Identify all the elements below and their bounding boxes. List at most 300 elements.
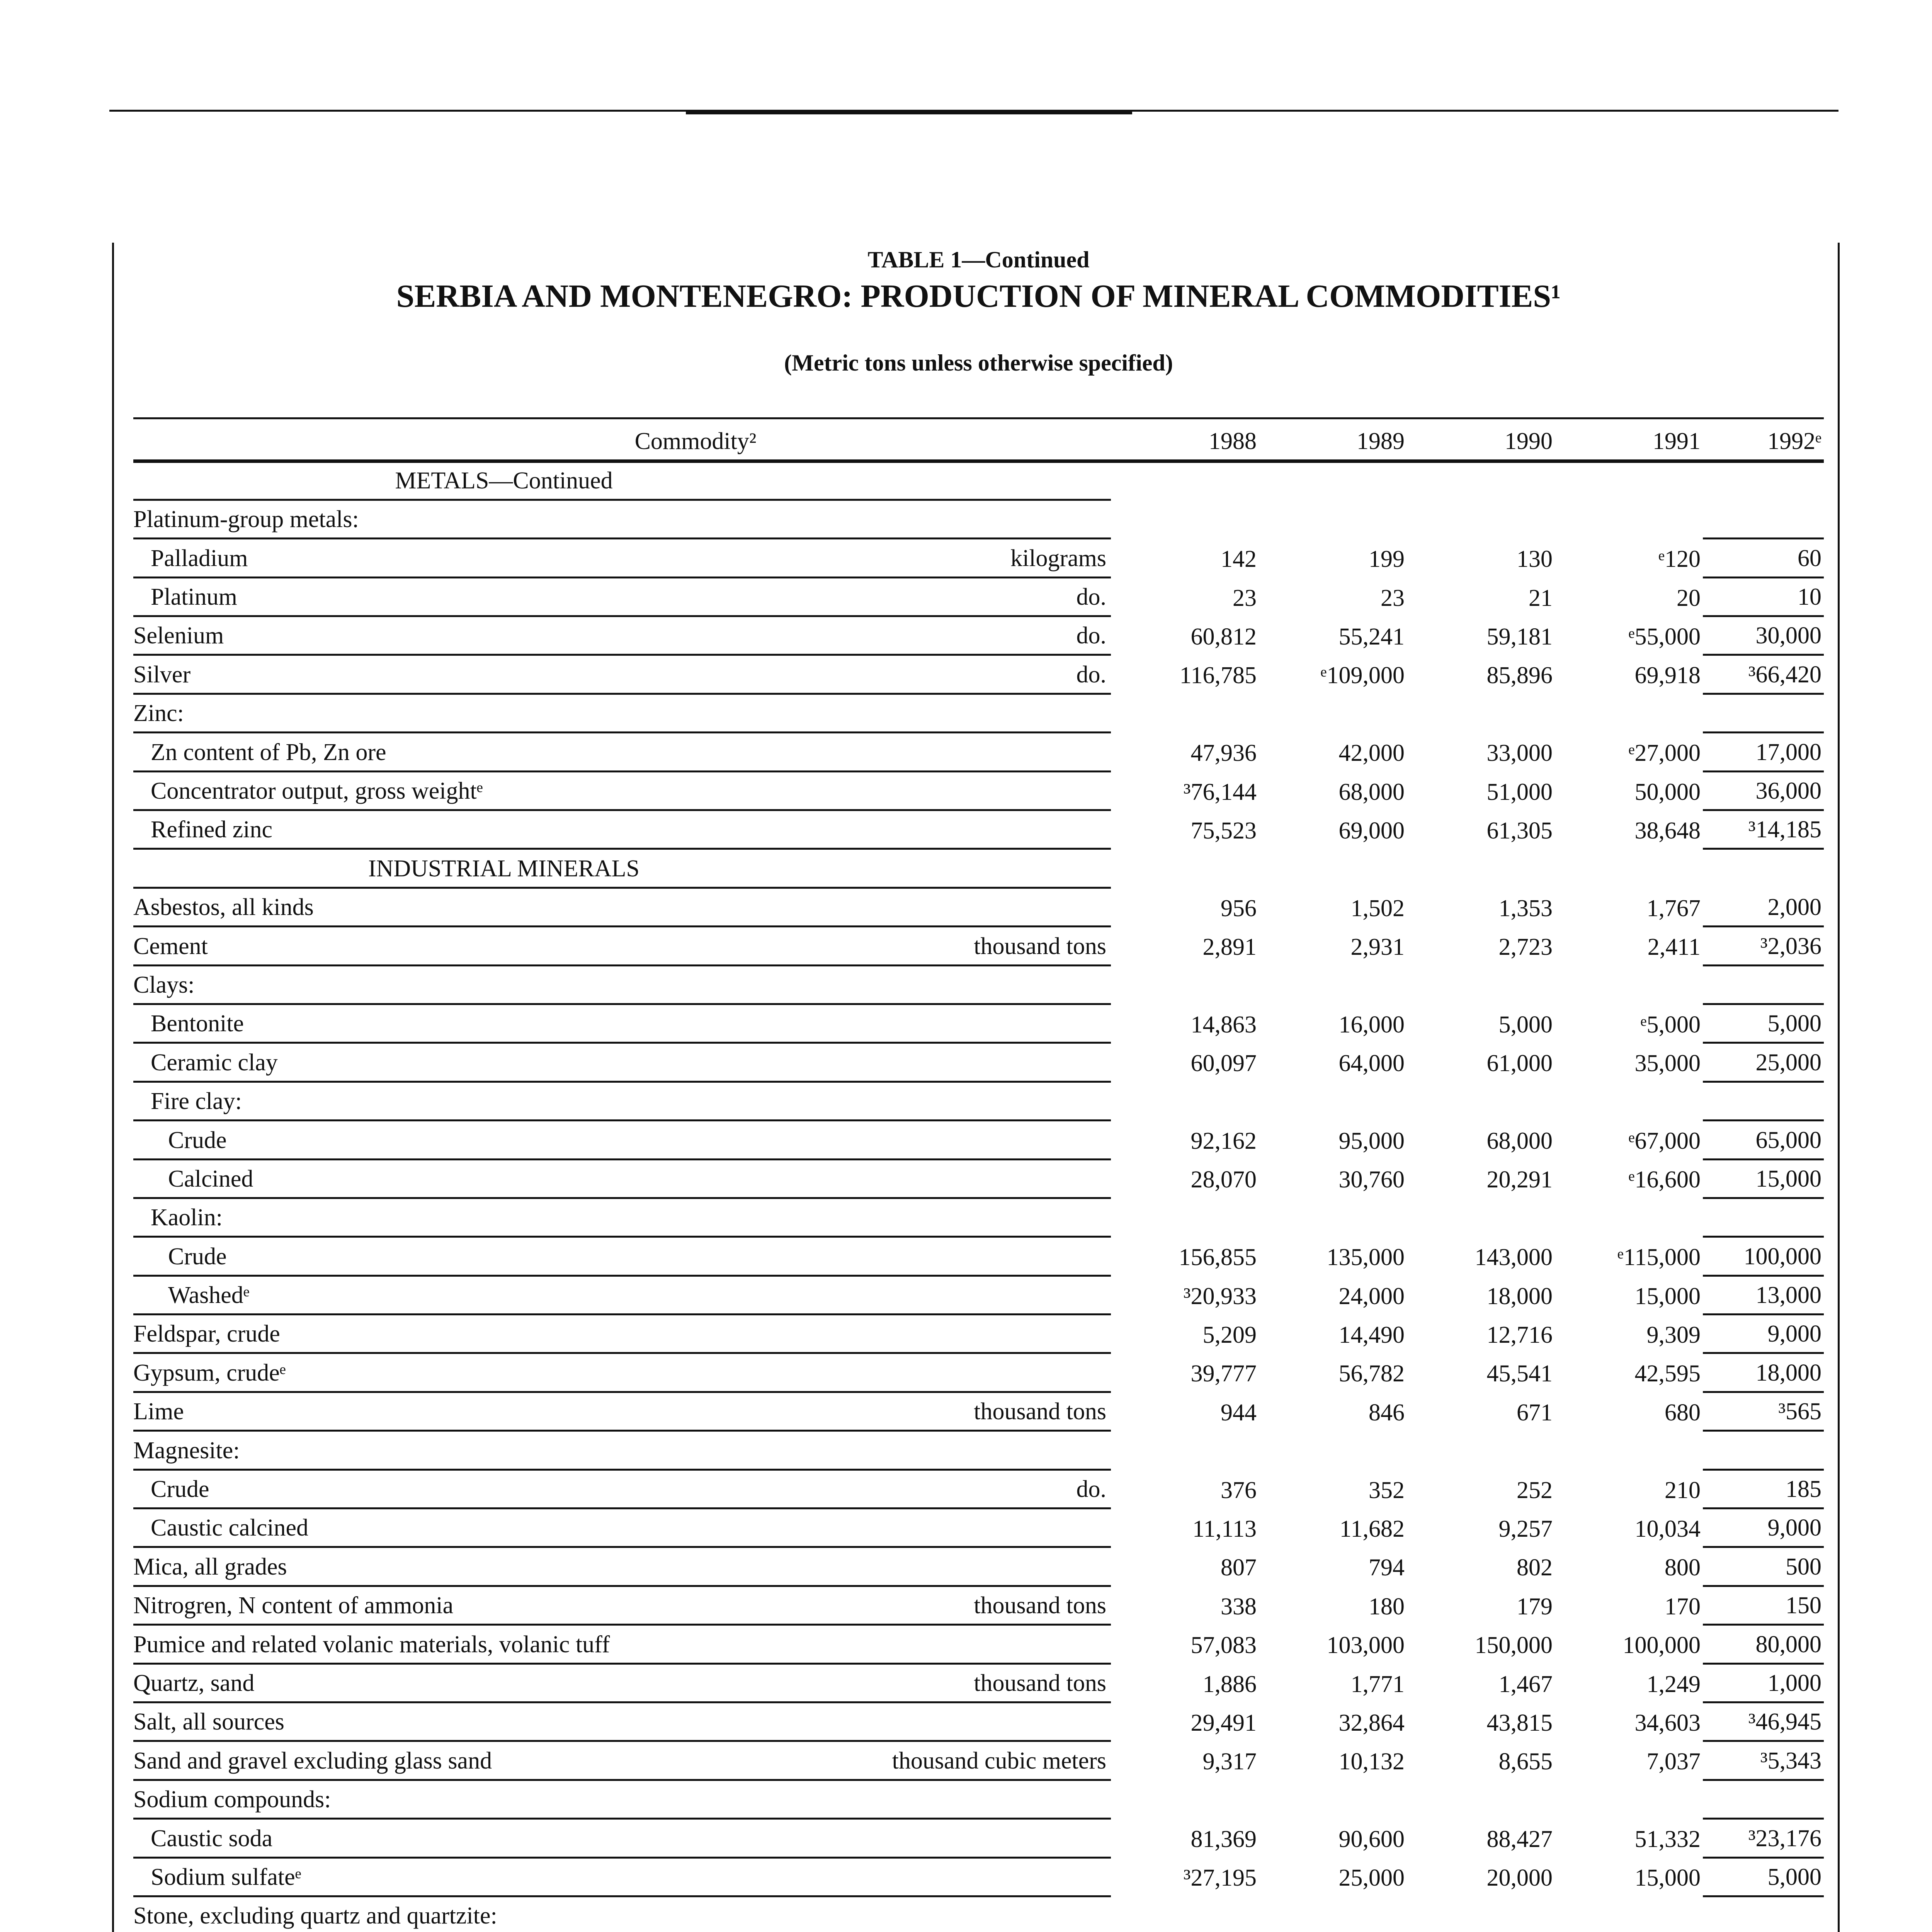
commodity-name: Sodium sulfateᵉ	[151, 1864, 301, 1890]
value-cell	[1407, 1198, 1555, 1236]
value-cell: 29,491	[1190, 1709, 1257, 1736]
value-cell: 60	[1703, 539, 1824, 577]
value-cell: 8,655	[1498, 1748, 1553, 1775]
unit-label: kilograms	[1010, 545, 1106, 571]
value-cell: 14,490	[1338, 1321, 1405, 1348]
value-cell: 17,000	[1703, 733, 1824, 771]
value-cell: 9,317	[1202, 1748, 1257, 1775]
table-row	[133, 1780, 1824, 1818]
value-cell: 75,523	[1190, 817, 1257, 844]
value-cell	[1407, 461, 1555, 500]
value-cell: 43,815	[1486, 1709, 1553, 1736]
value-cell: 13,000	[1703, 1276, 1824, 1314]
table-row	[133, 1857, 1824, 1896]
value-cell	[1111, 1431, 1259, 1469]
value-cell: 150,000	[1475, 1632, 1553, 1659]
column-header-year: 1989	[1259, 419, 1407, 461]
value-cell: 51,332	[1634, 1826, 1701, 1853]
table-row	[133, 1004, 1824, 1043]
value-cell: 2,891	[1202, 934, 1257, 961]
commodity-cell	[133, 733, 1111, 771]
value-cell: ³66,420	[1703, 655, 1824, 694]
value-cell: 10,132	[1338, 1748, 1405, 1775]
value-cell: 352	[1369, 1477, 1405, 1503]
value-cell	[1703, 849, 1824, 888]
value-cell: ᵉ16,600	[1628, 1167, 1701, 1193]
value-cell: 116,785	[1179, 662, 1257, 689]
table-row	[133, 1547, 1824, 1586]
value-cell: 36,000	[1703, 771, 1824, 810]
value-cell: 51,000	[1486, 779, 1553, 805]
commodity-name: Feldspar, crude	[133, 1321, 280, 1347]
commodity-name: Platinum-group metals:	[133, 506, 359, 533]
value-cell: 45,541	[1486, 1361, 1553, 1387]
commodity-name: Calcined	[168, 1165, 253, 1192]
commodity-name: Sodium compounds:	[133, 1786, 331, 1813]
value-cell: 35,000	[1634, 1050, 1701, 1077]
table-row	[133, 810, 1824, 849]
value-cell: ³14,185	[1703, 810, 1824, 849]
commodity-name: Zn content of Pb, Zn ore	[151, 739, 386, 765]
value-cell: 34,603	[1634, 1709, 1701, 1736]
commodity-name: Magnesite:	[133, 1437, 240, 1464]
commodity-name: Crude	[168, 1127, 227, 1153]
commodity-cell	[133, 771, 1111, 810]
value-cell: 90,600	[1338, 1826, 1405, 1853]
commodity-cell	[133, 1004, 1111, 1043]
value-cell: ³23,176	[1703, 1819, 1824, 1857]
table-row	[133, 1315, 1824, 1353]
value-cell: 179	[1517, 1593, 1553, 1620]
value-cell: 20	[1677, 585, 1701, 611]
table-row	[133, 965, 1824, 1004]
value-cell: ³20,933	[1183, 1283, 1257, 1310]
commodity-name: Palladium	[151, 545, 248, 571]
value-cell	[1259, 1780, 1407, 1818]
commodity-cell	[133, 577, 1111, 616]
value-cell: 5,000	[1703, 1004, 1824, 1043]
commodity-cell	[133, 1237, 1111, 1276]
commodity-cell	[133, 1741, 1111, 1780]
value-cell: 1,249	[1646, 1671, 1701, 1697]
value-cell	[1111, 500, 1259, 538]
value-cell: 2,000	[1703, 888, 1824, 926]
value-cell: 25,000	[1703, 1043, 1824, 1082]
value-cell: 9,000	[1703, 1509, 1824, 1547]
value-cell	[1555, 1431, 1703, 1469]
value-cell	[1555, 1896, 1703, 1932]
table-title: SERBIA AND MONTENEGRO: PRODUCTION OF MINERAL COMMODITIES¹	[396, 278, 1561, 314]
group-label	[133, 1198, 1111, 1236]
commodity-name: Clays:	[133, 971, 195, 998]
value-cell: 12,716	[1486, 1321, 1553, 1348]
value-cell: 24,000	[1338, 1283, 1405, 1310]
value-cell	[1111, 1082, 1259, 1120]
commodity-cell	[133, 1159, 1111, 1198]
value-cell: ᵉ109,000	[1320, 662, 1405, 689]
value-cell: 210	[1665, 1477, 1701, 1503]
value-cell: ³76,144	[1183, 779, 1257, 805]
value-cell: 671	[1517, 1399, 1553, 1426]
unit-label: thousand tons	[974, 1670, 1106, 1696]
value-cell: 7,037	[1646, 1748, 1701, 1775]
unit-label: thousand tons	[974, 933, 1106, 959]
commodity-name: Silver	[133, 661, 191, 688]
commodity-cell	[133, 1353, 1111, 1392]
value-cell	[1111, 849, 1259, 888]
commodity-cell	[133, 1625, 1111, 1663]
value-cell: 956	[1221, 895, 1257, 922]
value-cell: 60,812	[1190, 623, 1257, 650]
value-cell	[1111, 694, 1259, 732]
value-cell: 130	[1517, 546, 1553, 573]
commodity-cell	[133, 1043, 1111, 1082]
value-cell: 57,083	[1190, 1632, 1257, 1659]
table-row	[133, 1121, 1824, 1159]
commodity-cell	[133, 1315, 1111, 1353]
value-cell: ᵉ115,000	[1617, 1244, 1701, 1271]
value-cell: 2,723	[1498, 934, 1553, 961]
value-cell	[1259, 849, 1407, 888]
value-cell: 680	[1665, 1399, 1701, 1426]
value-cell: 11,113	[1192, 1515, 1257, 1542]
commodity-cell	[133, 1509, 1111, 1547]
value-cell: 23	[1233, 585, 1257, 611]
table-row	[133, 1431, 1824, 1469]
unit-label: thousand cubic meters	[892, 1747, 1106, 1774]
table-row	[133, 1082, 1824, 1120]
commodity-cell	[133, 1547, 1111, 1586]
section-heading	[133, 461, 1111, 500]
value-cell: 42,595	[1634, 1361, 1701, 1387]
commodity-cell	[133, 888, 1111, 926]
table-row	[133, 849, 1824, 888]
value-cell: ³2,036	[1703, 927, 1824, 965]
column-header-year: 1991	[1555, 419, 1703, 461]
commodity-name: Ceramic clay	[151, 1049, 278, 1076]
value-cell: 2,411	[1647, 934, 1701, 961]
commodity-cell	[133, 810, 1111, 849]
value-cell: ᵉ67,000	[1628, 1128, 1701, 1155]
table-row	[133, 461, 1824, 500]
value-cell: ³5,343	[1703, 1741, 1824, 1780]
value-cell: ³27,195	[1183, 1865, 1257, 1891]
commodity-cell	[133, 616, 1111, 655]
table-row	[133, 1509, 1824, 1547]
value-cell: 143,000	[1475, 1244, 1553, 1271]
unit-label: thousand tons	[974, 1398, 1106, 1425]
table-row	[133, 1276, 1824, 1314]
commodity-name: Gypsum, crudeᵉ	[133, 1359, 286, 1386]
table-row	[133, 1741, 1824, 1780]
table-row	[133, 888, 1824, 926]
value-cell: 20,000	[1486, 1865, 1553, 1891]
commodity-name: Pumice and related volanic materials, volanic tuff	[133, 1631, 610, 1658]
commodity-name: Washedᵉ	[168, 1282, 250, 1309]
table-row	[133, 616, 1824, 655]
value-cell: 14,863	[1190, 1011, 1257, 1038]
commodity-cell	[133, 1857, 1111, 1896]
value-cell	[1555, 1198, 1703, 1236]
value-cell	[1703, 461, 1824, 500]
table-subtitle: (Metric tons unless otherwise specified)	[784, 350, 1173, 376]
commodity-cell	[133, 1392, 1111, 1430]
value-cell: 100,000	[1703, 1237, 1824, 1276]
value-cell	[1259, 500, 1407, 538]
table-row	[133, 1702, 1824, 1741]
value-cell	[1111, 1896, 1259, 1932]
commodity-cell	[133, 1819, 1111, 1857]
value-cell	[1407, 965, 1555, 1004]
table-row	[133, 1353, 1824, 1392]
table-row	[133, 1237, 1824, 1276]
value-cell	[1555, 1082, 1703, 1120]
commodity-cell	[133, 1276, 1111, 1314]
value-cell	[1259, 1082, 1407, 1120]
group-label	[133, 965, 1111, 1004]
unit-label: thousand tons	[974, 1592, 1106, 1619]
value-cell: 64,000	[1338, 1050, 1405, 1077]
value-cell: 199	[1369, 546, 1405, 573]
group-label	[133, 1082, 1111, 1120]
value-cell	[1259, 1896, 1407, 1932]
value-cell: 55,241	[1338, 623, 1405, 650]
value-cell: 30,000	[1703, 616, 1824, 655]
value-cell: 15,000	[1703, 1159, 1824, 1198]
commodity-cell	[133, 1586, 1111, 1624]
commodity-name: Bentonite	[151, 1010, 244, 1037]
value-cell: 800	[1665, 1554, 1701, 1581]
value-cell	[1259, 461, 1407, 500]
value-cell: 2,931	[1350, 934, 1405, 961]
value-cell: 65,000	[1703, 1121, 1824, 1159]
value-cell	[1703, 1198, 1824, 1236]
commodity-name: Sand and gravel excluding glass sand	[133, 1747, 492, 1774]
table-row	[133, 1896, 1824, 1932]
column-header-year: 1988	[1111, 419, 1259, 461]
commodity-cell	[133, 1702, 1111, 1741]
value-cell	[1407, 1896, 1555, 1932]
value-cell: 60,097	[1190, 1050, 1257, 1077]
commodity-name: Refined zinc	[151, 816, 273, 843]
value-cell: 81,369	[1190, 1826, 1257, 1853]
value-cell: 39,777	[1190, 1361, 1257, 1387]
table-row	[133, 1469, 1824, 1508]
value-cell: 69,918	[1634, 662, 1701, 689]
value-cell	[1703, 965, 1824, 1004]
value-cell: 1,767	[1646, 895, 1701, 922]
value-cell: 92,162	[1190, 1128, 1257, 1155]
value-cell: 69,000	[1338, 817, 1405, 844]
commodity-name: Stone, excluding quartz and quartzite:	[133, 1903, 497, 1929]
commodity-name: Quartz, sand	[133, 1670, 255, 1696]
commodity-cell	[133, 1663, 1111, 1702]
value-cell: 33,000	[1486, 740, 1553, 767]
value-cell: 170	[1665, 1593, 1701, 1620]
table-row	[133, 1819, 1824, 1857]
unit-label: do.	[1076, 584, 1106, 611]
commodity-cell	[133, 927, 1111, 965]
table-row	[133, 1198, 1824, 1236]
value-cell: 103,000	[1327, 1632, 1405, 1659]
value-cell: 5,209	[1202, 1321, 1257, 1348]
group-label	[133, 1431, 1111, 1469]
value-cell: 21	[1529, 585, 1553, 611]
commodity-name: Platinum	[151, 584, 237, 611]
value-cell	[1259, 965, 1407, 1004]
unit-label: do.	[1076, 661, 1106, 688]
value-cell	[1407, 1780, 1555, 1818]
value-cell: 5,000	[1498, 1011, 1553, 1038]
value-cell: 59,181	[1486, 623, 1553, 650]
value-cell	[1407, 1431, 1555, 1469]
value-cell	[1407, 694, 1555, 732]
value-cell: 156,855	[1179, 1244, 1257, 1271]
value-cell	[1111, 461, 1259, 500]
table-label: TABLE 1—Continued	[867, 247, 1090, 272]
commodity-name: Fire clay:	[151, 1088, 242, 1115]
value-cell: 1,000	[1703, 1663, 1824, 1702]
commodity-name: Nitrogren, N content of ammonia	[133, 1592, 454, 1619]
top-rule-thick	[686, 110, 1132, 114]
value-cell: 80,000	[1703, 1625, 1824, 1663]
value-cell: 180	[1369, 1593, 1405, 1620]
value-cell: 88,427	[1486, 1826, 1553, 1853]
column-header-year: 1990	[1407, 419, 1555, 461]
value-cell: 85,896	[1486, 662, 1553, 689]
commodity-name: Asbestos, all kinds	[133, 894, 314, 921]
value-cell: 1,771	[1350, 1671, 1405, 1697]
value-cell: 9,000	[1703, 1315, 1824, 1353]
value-cell: 185	[1703, 1469, 1824, 1508]
value-cell: 9,309	[1646, 1321, 1701, 1348]
commodity-name: Lime	[133, 1398, 184, 1425]
value-cell: 142	[1221, 546, 1257, 573]
value-cell: 9,257	[1498, 1515, 1553, 1542]
commodity-name: Crude	[168, 1243, 227, 1270]
value-cell: 1,467	[1498, 1671, 1553, 1697]
value-cell: ³565	[1703, 1392, 1824, 1430]
value-cell	[1703, 1431, 1824, 1469]
unit-label: do.	[1076, 622, 1106, 649]
table-row	[133, 1392, 1824, 1430]
value-cell: ᵉ55,000	[1628, 623, 1701, 650]
value-cell: 846	[1369, 1399, 1405, 1426]
section-heading	[133, 849, 1111, 888]
left-margin-rule	[112, 243, 114, 1932]
value-cell: 807	[1221, 1554, 1257, 1581]
table-row	[133, 1663, 1824, 1702]
value-cell: 61,305	[1486, 817, 1553, 844]
value-cell: 28,070	[1190, 1167, 1257, 1193]
value-cell	[1555, 1780, 1703, 1818]
table-row	[133, 771, 1824, 810]
value-cell: 15,000	[1634, 1283, 1701, 1310]
value-cell: 100,000	[1622, 1632, 1701, 1659]
table-row	[133, 1625, 1824, 1663]
commodity-name: Crude	[151, 1476, 209, 1503]
value-cell: 32,864	[1338, 1709, 1405, 1736]
table-row	[133, 1043, 1824, 1082]
value-cell: 42,000	[1338, 740, 1405, 767]
value-cell: 802	[1517, 1554, 1553, 1581]
value-cell: 95,000	[1338, 1128, 1405, 1155]
value-cell	[1703, 500, 1824, 538]
value-cell	[1555, 500, 1703, 538]
value-cell: ᵉ120	[1658, 546, 1701, 573]
group-label	[133, 694, 1111, 732]
value-cell	[1555, 965, 1703, 1004]
right-margin-rule	[1838, 243, 1840, 1932]
value-cell: 794	[1369, 1554, 1405, 1581]
value-cell: 376	[1221, 1477, 1257, 1503]
value-cell: 15,000	[1634, 1865, 1701, 1891]
value-cell: 135,000	[1327, 1244, 1405, 1271]
value-cell: 150	[1703, 1586, 1824, 1624]
value-cell: 16,000	[1338, 1011, 1405, 1038]
value-cell: 68,000	[1338, 779, 1405, 805]
value-cell	[1111, 965, 1259, 1004]
value-cell	[1111, 1780, 1259, 1818]
value-cell: 338	[1221, 1593, 1257, 1620]
table-row	[133, 1586, 1824, 1624]
value-cell: 30,760	[1338, 1167, 1405, 1193]
value-cell	[1259, 694, 1407, 732]
column-header-year: 1992ᵉ	[1703, 419, 1824, 461]
value-cell	[1407, 1082, 1555, 1120]
commodity-cell	[133, 655, 1111, 694]
value-cell: ᵉ27,000	[1628, 740, 1701, 767]
value-cell	[1703, 1780, 1824, 1818]
value-cell: 10,034	[1634, 1515, 1701, 1542]
group-label	[133, 1896, 1111, 1932]
group-label	[133, 500, 1111, 538]
value-cell	[1703, 1896, 1824, 1932]
commodity-name: Zinc:	[133, 700, 184, 727]
value-cell	[1259, 1198, 1407, 1236]
value-cell: 25,000	[1338, 1865, 1405, 1891]
value-cell	[1259, 1431, 1407, 1469]
value-cell: 11,682	[1339, 1515, 1405, 1542]
commodity-name: Caustic calcined	[151, 1515, 308, 1541]
table-row	[133, 694, 1824, 732]
value-cell: 5,000	[1703, 1857, 1824, 1896]
value-cell: 10	[1703, 577, 1824, 616]
group-label	[133, 1780, 1111, 1818]
value-cell: 50,000	[1634, 779, 1701, 805]
section-heading-text: METALS—Continued	[395, 467, 613, 494]
table-row	[133, 655, 1824, 694]
value-cell	[1407, 500, 1555, 538]
value-cell: 61,000	[1486, 1050, 1553, 1077]
commodity-cell	[133, 1469, 1111, 1508]
commodity-name: Caustic soda	[151, 1825, 273, 1852]
value-cell: 38,648	[1634, 817, 1701, 844]
section-heading-text: INDUSTRIAL MINERALS	[368, 855, 640, 882]
value-cell: 1,353	[1498, 895, 1553, 922]
table-row	[133, 577, 1824, 616]
value-cell: 1,502	[1350, 895, 1405, 922]
value-cell: 23	[1381, 585, 1405, 611]
value-cell	[1407, 849, 1555, 888]
commodity-cell	[133, 539, 1111, 577]
value-cell	[1555, 849, 1703, 888]
column-header-commodity: Commodity²	[133, 419, 1111, 461]
commodity-name: Salt, all sources	[133, 1709, 284, 1735]
table-row	[133, 733, 1824, 771]
value-cell	[1555, 461, 1703, 500]
table-row	[133, 500, 1824, 538]
